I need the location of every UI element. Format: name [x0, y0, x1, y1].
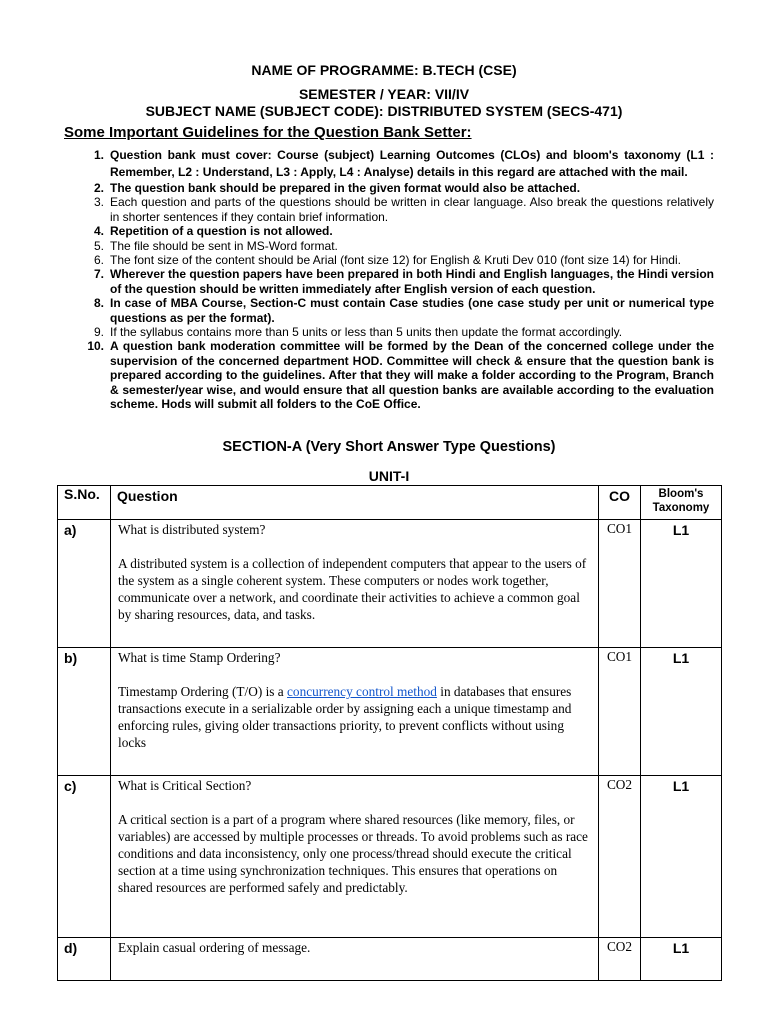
question-table	[57, 485, 722, 981]
question-cell	[111, 938, 599, 981]
level-cell: L1	[641, 938, 722, 981]
blooms-header: Bloom's Taxonomy	[641, 486, 722, 520]
question-text: What is Critical Section?	[118, 778, 252, 793]
table-row	[58, 648, 722, 776]
row-sno: b)	[58, 648, 111, 776]
sno-header: S.No.	[58, 486, 111, 520]
guideline-item: 7. Wherever the question papers have been prepared in both Hindi and English languages, the Hindi version of the question should be written immediately after English version of each question.	[93, 267, 714, 296]
co-cell: CO2	[599, 938, 641, 981]
level-cell: L1	[641, 520, 722, 648]
answer-text: Timestamp Ordering (T/O) is a concurrency control method in databases that ensures transactions execute in a serializable order by assigning each a unique timestamp and enforcing rules, giving older transactions priority, to prevent conflicts without using locks	[118, 684, 572, 750]
semester-year: SEMESTER / YEAR: VII/IV	[298, 86, 470, 102]
table-header-row	[58, 486, 722, 520]
question-text: What is time Stamp Ordering?	[118, 650, 281, 665]
guideline-item: 9. If the syllabus contains more than 5 units or less than 5 units then update the format accordingly.	[93, 325, 623, 340]
guideline-item: 5. The file should be sent in MS-Word format.	[93, 238, 338, 253]
unit-title: UNIT-I	[368, 468, 410, 484]
answer-text: A critical section is a part of a program where shared resources (like memory, files, or variables) are accessed by multiple processes or threads. To avoid problems such as race conditions and data inconsistency, only one process/thread should execute the critical section at a time using synchronization techniques. This ensures that operations on shared resources are performed safely and predictably.	[118, 812, 588, 895]
answer-text: A distributed system is a collection of independent computers that appear to the users of the system as a single coherent system. These computers or nodes work together, communicate over a network, and coordinate their activities to achieve a common goal by sharing resources, data, and tasks.	[118, 556, 587, 622]
guidelines-list	[70, 147, 714, 412]
guideline-item: 6. The font size of the content should be Arial (font size 12) for English & Kruti Dev 010 (font size 14) for Hindi.	[93, 253, 681, 268]
subject-name: SUBJECT NAME (SUBJECT CODE): DISTRIBUTED SYSTEM (SECS-471)	[145, 103, 623, 119]
table-row	[58, 520, 722, 648]
question-cell	[111, 648, 599, 776]
row-sno: a)	[58, 520, 111, 648]
level-cell: L1	[641, 648, 722, 776]
level-cell: L1	[641, 776, 722, 938]
co-cell: CO2	[599, 776, 641, 938]
guideline-item: 8. In case of MBA Course, Section-C must contain Case studies (one case study per unit or numerical type questions as per the format).	[93, 296, 714, 325]
question-cell	[111, 776, 599, 938]
co-cell: CO1	[599, 648, 641, 776]
question-text: What is distributed system?	[118, 522, 266, 537]
co-header: CO	[599, 486, 641, 520]
section-title: SECTION-A (Very Short Answer Type Questions)	[222, 439, 556, 455]
guideline-item: 10. A question bank moderation committee will be formed by the Dean of the concerned college under the supervision of the concerned department HOD. Committee will check & ensure that the question bank is prepared according to the guidelines. After that they will make a folder according to the Program, Branch & semester/year wise, and would ensure that all question banks are available according to the evaluation scheme. Hods will submit all folders to the CoE Office.	[87, 339, 714, 412]
row-sno: d)	[58, 938, 111, 981]
guideline-item: 3. Each question and parts of the questions should be written in clear language. Also break the questions relatively in shorter sentences if they contain brief information.	[93, 195, 714, 224]
question-cell	[111, 520, 599, 648]
guideline-item: 2. The question bank should be prepared in the given format would also be attached.	[93, 181, 581, 195]
question-text: Explain casual ordering of message.	[118, 940, 311, 955]
co-cell: CO1	[599, 520, 641, 648]
question-header: Question	[111, 486, 599, 520]
guideline-item: 4. Repetition of a question is not allowed.	[93, 224, 333, 239]
table-row	[58, 938, 722, 981]
table-row	[58, 776, 722, 938]
row-sno: c)	[58, 776, 111, 938]
programme-name: NAME OF PROGRAMME: B.TECH (CSE)	[251, 62, 517, 78]
guidelines-title: Some Important Guidelines for the Question Bank Setter:	[64, 124, 472, 141]
guideline-item: 1. Question bank must cover: Course (subject) Learning Outcomes (CLOs) and bloom's taxonomy (L1 : Remember, L2 : Understand, L3 : Apply, L4 : Analyse) details in this regard are attached with the mail.	[93, 148, 714, 179]
concurrency-control-link[interactable]: concurrency control method	[287, 684, 437, 699]
